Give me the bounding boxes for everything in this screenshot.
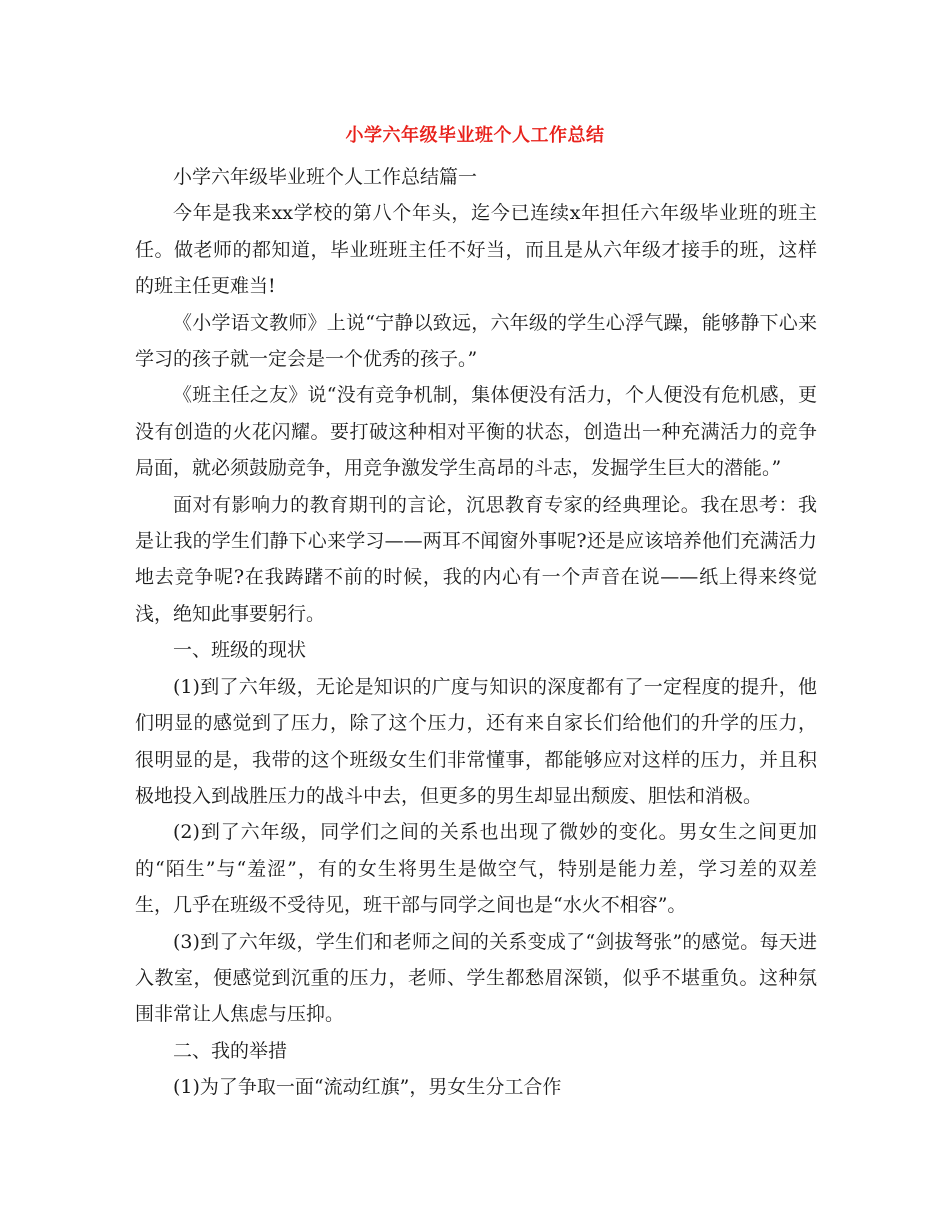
paragraph: 今年是我来xx学校的第八个年头，迄今已连续x年担任六年级毕业班的班主任。做老师的都知道，毕业班班主任不好当，而且是从六年级才接手的班，这样的班主任更难当! <box>135 202 817 298</box>
paragraph: 面对有影响力的教育期刊的言论，沉思教育专家的经典理论。我在思考：我是让我的学生们静下心来学习——两耳不闻窗外事呢?还是应该培养他们充满活力地去竞争呢?在我踌躇不前的时候，我的内心有一个声音在说——纸上得来终觉浅，绝知此事要躬行。 <box>135 493 817 625</box>
section-heading: 一、班级的现状 <box>173 639 307 662</box>
section-heading: 二、我的举措 <box>173 1039 288 1062</box>
document-body <box>135 159 817 1106</box>
paragraph-heading: 小学六年级毕业班个人工作总结篇一 <box>173 166 478 188</box>
paragraph: 《班主任之友》说“没有竞争机制，集体便没有活力，个人便没有危机感，更没有创造的火花闪耀。要打破这种相对平衡的状态，创造出一种充满活力的竞争局面，就必须鼓励竞争，用竞争激发学生高昂的斗志，发掘学生巨大的潜能。” <box>135 384 817 480</box>
paragraph: (1)为了争取一面“流动红旗”，男女生分工合作 <box>173 1076 562 1099</box>
paragraph: 《小学语文教师》上说“宁静以致远，六年级的学生心浮气躁，能够静下心来学习的孩子就一定会是一个优秀的孩子。” <box>135 311 817 371</box>
paragraph: (1)到了六年级，无论是知识的广度与知识的深度都有了一定程度的提升，他们明显的感觉到了压力，除了这个压力，还有来自家长们给他们的升学的压力，很明显的是，我带的这个班级女生们非常懂事，都能够应对这样的压力，并且积极地投入到战胜压力的战斗中去，但更多的男生却显出颓废、胆怯和消极。 <box>135 675 817 807</box>
paragraph: (3)到了六年级，学生们和老师之间的关系变成了“剑拔弩张”的感觉。每天进入教室，便感觉到沉重的压力，老师、学生都愁眉深锁，似乎不堪重负。这种氛围非常让人焦虑与压抑。 <box>135 930 817 1026</box>
document-title: 小学六年级毕业班个人工作总结 <box>345 125 605 146</box>
paragraph: (2)到了六年级，同学们之间的关系也出现了微妙的变化。男女生之间更加的“陌生”与“羞涩”，有的女生将男生是做空气，特别是能力差，学习差的双差生，几乎在班级不受待见，班干部与同学之间也是“水火不相容”。 <box>135 821 817 917</box>
